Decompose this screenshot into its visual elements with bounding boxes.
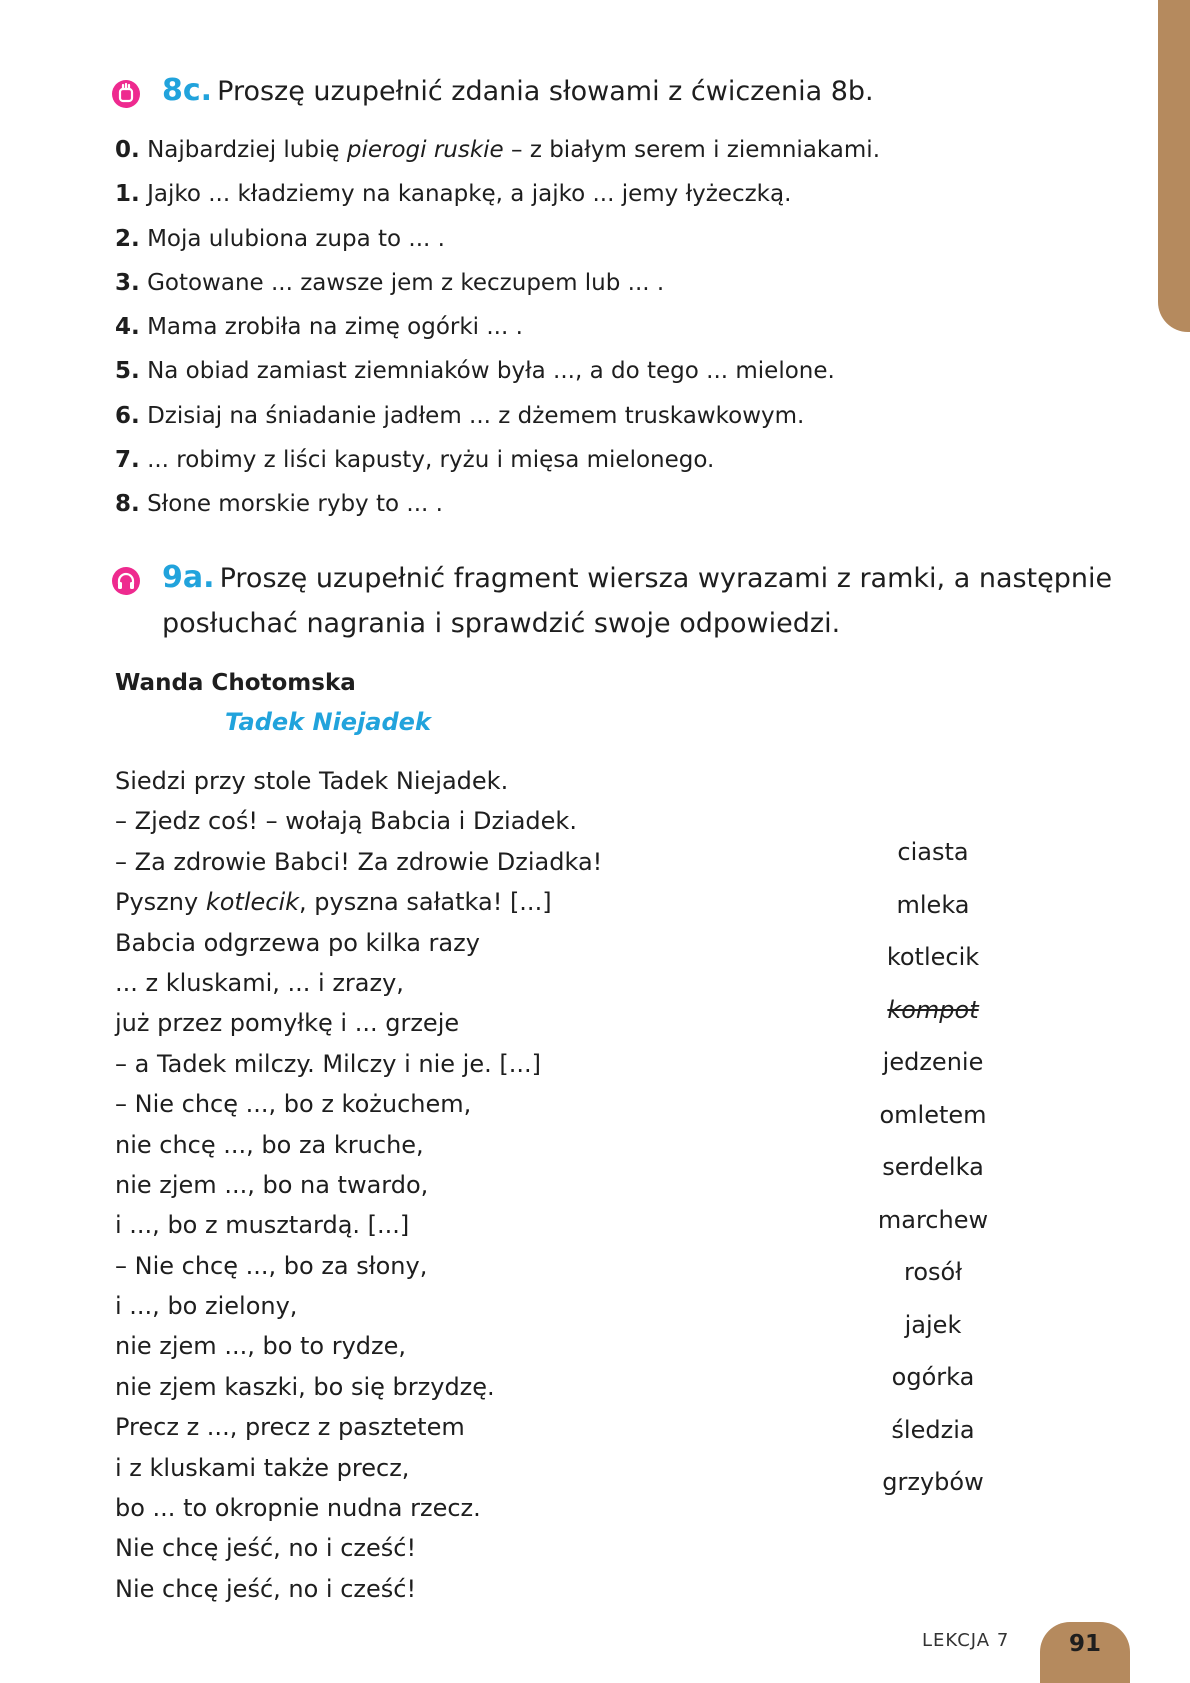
poem-line: – a Tadek milczy. Milczy i nie je. [...] xyxy=(115,1049,541,1078)
headphones-icon xyxy=(112,567,140,595)
exercise-number: 8c. xyxy=(162,73,213,108)
word-box-item: kotlecik xyxy=(886,943,980,971)
sentence-number: 6. xyxy=(115,402,140,429)
poem-text xyxy=(115,761,602,1609)
poem-line: i ..., bo zielony, xyxy=(115,1292,298,1321)
sentence-item xyxy=(115,305,880,349)
poem-line: Siedzi przy stole Tadek Niejadek. xyxy=(115,767,509,795)
word-box-item: ciasta xyxy=(897,838,969,866)
sentence-text: Jajko ... kładziemy na kanapkę, a jajko ... jemy łyżeczką. xyxy=(147,181,792,208)
poem-line: Babcia odgrzewa po kilka razy xyxy=(115,928,480,957)
word-box-item: marchew xyxy=(877,1205,989,1234)
chapter-side-tab xyxy=(1158,0,1190,332)
poem-line: nie chcę ..., bo za kruche, xyxy=(115,1130,424,1159)
poem-line: nie zjem ..., bo to rydze, xyxy=(115,1332,407,1361)
word-box-item: kompot xyxy=(887,995,979,1024)
sentence-text: Mama zrobiła na zimę ogórki ... . xyxy=(147,314,523,341)
sentence-text: Na obiad zamiast ziemniaków była ..., a do tego ... mielone. xyxy=(147,358,835,385)
poem-line: Precz z ..., precz z pasztetem xyxy=(115,1413,465,1442)
word-box-item: jedzenie xyxy=(882,1048,984,1076)
sentence-text: pierogi ruskie xyxy=(346,137,504,163)
poem-line: – Zjedz coś! – wołają Babcia i Dziadek. xyxy=(115,807,577,836)
word-box-item: grzybów xyxy=(882,1468,984,1496)
sentence-item xyxy=(115,394,880,438)
poem-line: już przez pomyłkę i ... grzeje xyxy=(115,1009,460,1038)
sentence-item xyxy=(115,217,880,261)
word-box xyxy=(833,826,1033,1509)
sentence-text: Słone morskie ryby to ... . xyxy=(147,491,443,518)
poem-author: Wanda Chotomska xyxy=(115,670,356,696)
sentence-item xyxy=(115,349,880,393)
sentence-number: 8. xyxy=(115,491,140,518)
sentence-item xyxy=(115,172,880,216)
sentence-number: 0. xyxy=(115,137,140,163)
exercise-9a-header xyxy=(112,557,1122,648)
poem-line: – Za zdrowie Babci! Za zdrowie Dziadka! xyxy=(115,847,603,876)
poem-title: Tadek Niejadek xyxy=(225,708,431,736)
sentence-text: Najbardziej lubię xyxy=(147,137,347,163)
poem-line: bo ... to okropnie nudna rzecz. xyxy=(115,1494,481,1523)
sentence-item xyxy=(115,438,880,482)
sentence-text: Moja ulubiona zupa to ... . xyxy=(147,225,445,252)
word-box-item: serdelka xyxy=(882,1153,984,1181)
poem-line: Pyszny kotlecik, pyszna sałatka! [...] xyxy=(115,888,552,917)
poem-line: nie zjem kaszki, bo się brzydzę. xyxy=(115,1372,495,1401)
exercise-number: 9a. xyxy=(162,560,215,595)
word-box-item: jajek xyxy=(904,1310,962,1339)
sentence-number: 4. xyxy=(115,314,140,341)
poem-line: Nie chcę jeść, no i cześć! xyxy=(115,1534,417,1563)
word-box-item: rosół xyxy=(903,1258,963,1286)
exercise-instruction-line1: Proszę uzupełnić fragment wiersza wyrazami z ramki, a następnie xyxy=(219,563,1113,594)
word-box-item: śledzia xyxy=(891,1415,975,1444)
sentence-item xyxy=(115,261,880,305)
poem-line: Nie chcę jeść, no i cześć! xyxy=(115,1574,417,1603)
sentence-number: 5. xyxy=(115,358,140,385)
sentence-number: 7. xyxy=(115,447,140,474)
word-box-item: omletem xyxy=(879,1100,987,1129)
word-box-item: ogórka xyxy=(891,1363,975,1391)
sentence-number: 3. xyxy=(115,269,140,296)
sentence-text: Gotowane ... zawsze jem z keczupem lub ... . xyxy=(147,269,665,296)
sentence-text: Dzisiaj na śniadanie jadłem ... z dżemem truskawkowym. xyxy=(147,402,805,429)
poem-line: nie zjem ..., bo na twardo, xyxy=(115,1170,429,1199)
exercise-instruction: Proszę uzupełnić zdania słowami z ćwiczenia 8b. xyxy=(217,76,874,107)
poem-line: ... z kluskami, ... i zrazy, xyxy=(115,968,404,997)
writing-hand-icon xyxy=(112,80,140,108)
poem-line: – Nie chcę ..., bo z kożuchem, xyxy=(115,1090,472,1119)
sentence-item xyxy=(115,482,880,526)
poem-line: i ..., bo z musztardą. [...] xyxy=(115,1211,410,1240)
sentence-text: ... robimy z liści kapusty, ryżu i mięsa mielonego. xyxy=(147,447,715,474)
sentence-number: 2. xyxy=(115,225,140,252)
sentence-item xyxy=(115,128,880,172)
sentence-list xyxy=(115,128,880,527)
exercise-instruction-line2: posłuchać nagrania i sprawdzić swoje odpowiedzi. xyxy=(162,608,841,639)
sentence-text: – z białym serem i ziemniakami. xyxy=(503,137,881,163)
exercise-8c-header xyxy=(112,70,1122,116)
page-number: 91 xyxy=(1040,1622,1130,1683)
word-box-item: mleka xyxy=(896,890,970,919)
poem-line: i z kluskami także precz, xyxy=(115,1453,410,1482)
poem-line: – Nie chcę ..., bo za słony, xyxy=(115,1251,428,1280)
lesson-label: LEKCJA 7 xyxy=(922,1630,1010,1651)
sentence-number: 1. xyxy=(115,181,140,208)
